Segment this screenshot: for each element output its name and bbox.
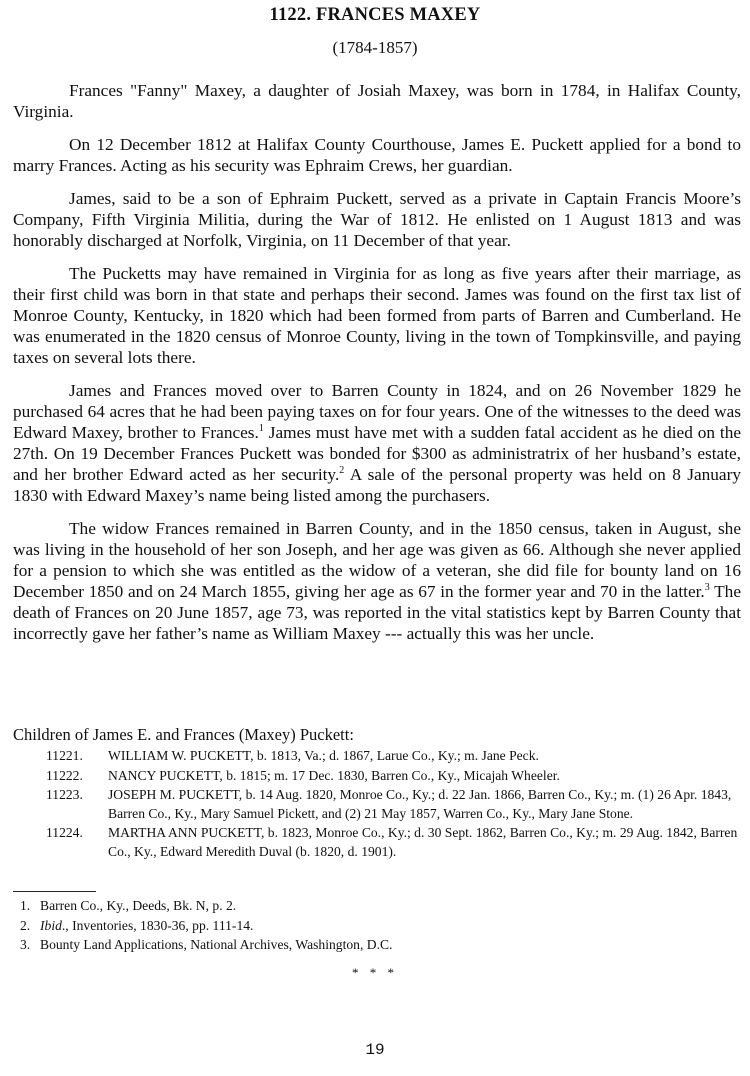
- body-paragraph: [13, 263, 741, 368]
- text-run: The widow Frances remained in Barren County, and in the 1850 census, taken in August, she was living in the household of her son Joseph, and her age was given as 66. Although she never applied for a pension to which she was entitled as the widow of a veteran, she did file for bounty land on 16 December 1850 and on 24 March 1855, giving her age as 67 in the former year and 70 in the latter.: [13, 519, 741, 601]
- child-number: 11222.: [46, 767, 83, 783]
- child-details: WILLIAM W. PUCKETT, b. 1813, Va.; d. 1867, Larue Co., Ky.; m. Jane Peck.: [108, 748, 539, 763]
- page-number: 19: [365, 1041, 385, 1059]
- text-run: James, said to be a son of Ephraim Puckett, served as a private in Captain Francis Moore’s Company, Fifth Virginia Militia, during the War of 1812. He enlisted on 1 August 1813 and was honorably discharged at Norfolk, Virginia, on 11 December of that year.: [13, 189, 741, 250]
- children-heading: Children of James E. and Frances (Maxey) Puckett:: [13, 725, 354, 744]
- body-paragraph: [13, 188, 741, 251]
- footnote-number: 1.: [20, 898, 31, 913]
- footnote: [20, 935, 720, 955]
- footnote-ref: 2: [339, 465, 345, 477]
- footnote-ref: 1: [258, 423, 264, 435]
- child-details: MARTHA ANN PUCKETT, b. 1823, Monroe Co., Ky.; d. 30 Sept. 1862, Barren Co., Ky.; m. 29 Aug. 1842, Barren Co., Ky., Edward Meredith Duval (b. 1820, d. 1901).: [108, 825, 738, 859]
- section-separator: * * *: [352, 965, 398, 980]
- child-details: NANCY PUCKETT, b. 1815; m. 17 Dec. 1830, Barren Co., Ky., Micajah Wheeler.: [108, 767, 560, 783]
- footnote-text: [40, 935, 392, 955]
- footnote: [20, 916, 720, 936]
- text-run: A sale of the personal property was held on 8 January 1830 with Edward Maxey’s name being listed among the purchasers.: [13, 465, 741, 505]
- footnote-text: [40, 916, 253, 936]
- italic-text: Ibid: [40, 917, 62, 933]
- child-entry: [46, 747, 741, 766]
- text-run: The death of Frances on 20 June 1857, age 73, was reported in the vital statistics kept by Barren County that incorrectly gave her father’s name as William Maxey --- actually this was her uncle.: [13, 582, 741, 643]
- children-items: [13, 747, 741, 861]
- footnote-divider: [13, 891, 96, 892]
- footnote-number: 3.: [20, 937, 31, 952]
- footnote: [20, 896, 720, 916]
- body-paragraph: [13, 518, 741, 644]
- text-run: On 12 December 1812 at Halifax County Courthouse, James E. Puckett applied for a bond to marry Frances. Acting as his security was Ephraim Crews, her guardian.: [13, 135, 741, 175]
- text-run: James must have met with a sudden fatal accident as he died on the 27th. On 19 December Frances Puckett was bonded for $300 as administratrix of her husband’s estate, and her brother Edward acted as her security.: [13, 423, 742, 484]
- body-paragraph: [13, 380, 741, 506]
- child-number: 11221.: [46, 748, 83, 763]
- child-entry: [46, 824, 741, 861]
- text-run: The Pucketts may have remained in Virginia for as long as five years after their marriage, as their first child was born in that state and perhaps their second. James was found on the first tax list of Monroe County, Kentucky, in 1820 which had been formed from parts of Barren and Cumberland. He was enumerated in the 1820 census of Monroe County, living in the town of Tompkinsville, and paying taxes on several lots there.: [13, 264, 741, 367]
- child-details: JOSEPH M. PUCKETT, b. 14 Aug. 1820, Monroe Co., Ky.; d. 22 Jan. 1866, Barren Co., Ky.; m. (1) 26 Apr. 1843, Barren Co., Ky., Mary Samuel Pickett, and (2) 21 May 1857, Warren Co., Ky., Mary Jane Stone.: [108, 787, 732, 821]
- text-run: Frances "Fanny" Maxey, a daughter of Josiah Maxey, was born in 1784, in Halifax County, Virginia.: [13, 81, 741, 121]
- biography-body: [13, 80, 741, 656]
- child-number: 11224.: [46, 825, 83, 840]
- footnotes: [20, 896, 720, 955]
- text-run: Barren Co., Ky., Deeds, Bk. N, p. 2.: [40, 898, 237, 913]
- footnote-text: [40, 896, 236, 916]
- life-dates: (1784-1857): [332, 38, 418, 57]
- children-list: [13, 725, 741, 862]
- body-paragraph: [13, 134, 741, 176]
- footnote-number: 2.: [20, 917, 31, 933]
- body-paragraph: [13, 80, 741, 122]
- text-run: Bounty Land Applications, National Archives, Washington, D.C.: [40, 937, 393, 952]
- text-run: ., Inventories, 1830-36, pp. 111-14.: [61, 917, 254, 933]
- footnote-ref: 3: [704, 582, 710, 594]
- child-entry: [46, 786, 741, 823]
- page-title: 1122. FRANCES MAXEY: [269, 5, 481, 25]
- child-entry: [46, 767, 741, 786]
- text-run: James and Frances moved over to Barren County in 1824, and on 26 November 1829 he purchased 64 acres that he had been paying taxes on for four years. One of the witnesses to the deed was Edward Maxey, brother to Frances.: [13, 381, 741, 442]
- child-number: 11223.: [46, 787, 83, 802]
